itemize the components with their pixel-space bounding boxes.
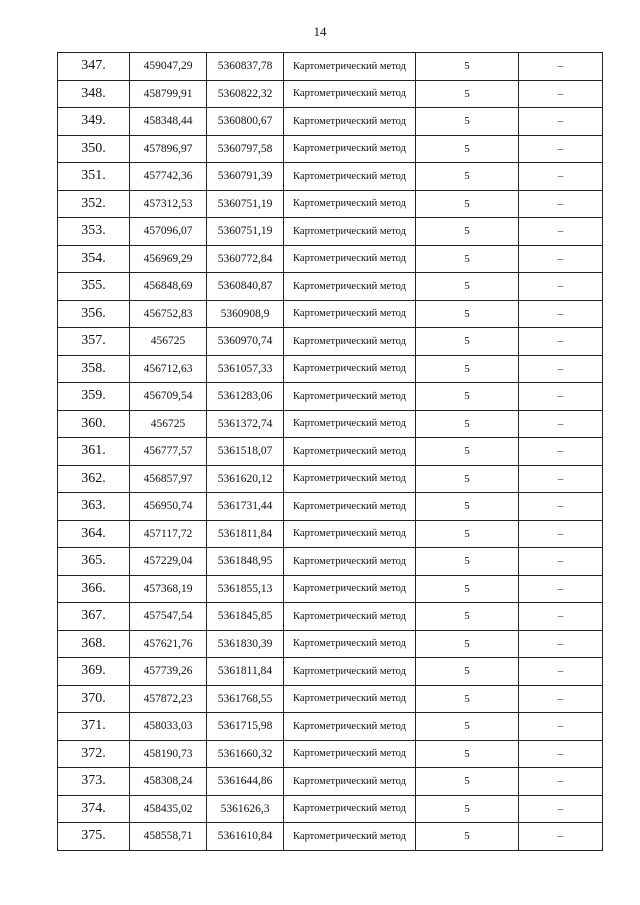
table-row [58,548,603,576]
point-number-cell: 352. [58,190,130,218]
table-row [58,658,603,686]
table-row [58,603,603,631]
x-coordinate-cell: 458190,73 [130,740,207,768]
point-number-cell: 360. [58,410,130,438]
accuracy-value-cell: 5 [416,383,519,411]
accuracy-value-cell: 5 [416,768,519,796]
point-description-cell: – [519,713,603,741]
point-number-cell: 373. [58,768,130,796]
x-coordinate-cell: 456848,69 [130,273,207,301]
point-description-cell: – [519,53,603,81]
table-row [58,520,603,548]
table-row [58,218,603,246]
point-number-cell: 349. [58,108,130,136]
accuracy-value-cell: 5 [416,740,519,768]
x-coordinate-cell: 458799,91 [130,80,207,108]
determination-method-cell: Картометрический метод [284,768,416,796]
accuracy-value-cell: 5 [416,328,519,356]
determination-method-cell: Картометрический метод [284,355,416,383]
table-row [58,300,603,328]
y-coordinate-cell: 5361855,13 [207,575,284,603]
x-coordinate-cell: 456709,54 [130,383,207,411]
point-description-cell: – [519,108,603,136]
determination-method-cell: Картометрический метод [284,218,416,246]
point-number-cell: 364. [58,520,130,548]
y-coordinate-cell: 5361610,84 [207,823,284,851]
point-number-cell: 371. [58,713,130,741]
x-coordinate-cell: 457312,53 [130,190,207,218]
point-description-cell: – [519,245,603,273]
determination-method-cell: Картометрический метод [284,273,416,301]
determination-method-cell: Картометрический метод [284,245,416,273]
point-description-cell: – [519,163,603,191]
determination-method-cell: Картометрический метод [284,493,416,521]
point-description-cell: – [519,135,603,163]
point-number-cell: 357. [58,328,130,356]
table-row [58,685,603,713]
accuracy-value-cell: 5 [416,575,519,603]
y-coordinate-cell: 5360908,9 [207,300,284,328]
coordinates-table-body [58,53,603,851]
table-row [58,575,603,603]
point-number-cell: 363. [58,493,130,521]
determination-method-cell: Картометрический метод [284,658,416,686]
point-description-cell: – [519,328,603,356]
accuracy-value-cell: 5 [416,658,519,686]
accuracy-value-cell: 5 [416,520,519,548]
point-description-cell: – [519,603,603,631]
determination-method-cell: Картометрический метод [284,685,416,713]
determination-method-cell: Картометрический метод [284,410,416,438]
x-coordinate-cell: 457368,19 [130,575,207,603]
y-coordinate-cell: 5361830,39 [207,630,284,658]
table-row [58,355,603,383]
point-description-cell: – [519,740,603,768]
table-row [58,410,603,438]
point-description-cell: – [519,410,603,438]
y-coordinate-cell: 5361715,98 [207,713,284,741]
y-coordinate-cell: 5360970,74 [207,328,284,356]
point-description-cell: – [519,300,603,328]
table-row [58,328,603,356]
point-number-cell: 348. [58,80,130,108]
accuracy-value-cell: 5 [416,355,519,383]
point-number-cell: 355. [58,273,130,301]
x-coordinate-cell: 459047,29 [130,53,207,81]
point-description-cell: – [519,383,603,411]
table-row [58,190,603,218]
point-description-cell: – [519,465,603,493]
determination-method-cell: Картометрический метод [284,383,416,411]
table-row [58,630,603,658]
point-number-cell: 366. [58,575,130,603]
point-description-cell: – [519,273,603,301]
table-row [58,823,603,851]
y-coordinate-cell: 5361811,84 [207,520,284,548]
determination-method-cell: Картометрический метод [284,300,416,328]
point-description-cell: – [519,438,603,466]
determination-method-cell: Картометрический метод [284,740,416,768]
x-coordinate-cell: 458033,03 [130,713,207,741]
point-description-cell: – [519,520,603,548]
y-coordinate-cell: 5360791,39 [207,163,284,191]
table-row [58,135,603,163]
table-row [58,438,603,466]
x-coordinate-cell: 457872,23 [130,685,207,713]
point-number-cell: 347. [58,53,130,81]
y-coordinate-cell: 5360840,87 [207,273,284,301]
y-coordinate-cell: 5361057,33 [207,355,284,383]
point-number-cell: 358. [58,355,130,383]
accuracy-value-cell: 5 [416,795,519,823]
accuracy-value-cell: 5 [416,548,519,576]
x-coordinate-cell: 456725 [130,410,207,438]
table-row [58,108,603,136]
accuracy-value-cell: 5 [416,410,519,438]
y-coordinate-cell: 5361283,06 [207,383,284,411]
accuracy-value-cell: 5 [416,273,519,301]
x-coordinate-cell: 457547,54 [130,603,207,631]
point-number-cell: 351. [58,163,130,191]
x-coordinate-cell: 456752,83 [130,300,207,328]
accuracy-value-cell: 5 [416,823,519,851]
y-coordinate-cell: 5361811,84 [207,658,284,686]
point-description-cell: – [519,80,603,108]
table-row [58,383,603,411]
y-coordinate-cell: 5360837,78 [207,53,284,81]
point-description-cell: – [519,658,603,686]
table-row [58,273,603,301]
point-description-cell: – [519,355,603,383]
accuracy-value-cell: 5 [416,218,519,246]
determination-method-cell: Картометрический метод [284,163,416,191]
table-row [58,740,603,768]
point-number-cell: 368. [58,630,130,658]
point-number-cell: 356. [58,300,130,328]
accuracy-value-cell: 5 [416,108,519,136]
determination-method-cell: Картометрический метод [284,795,416,823]
accuracy-value-cell: 5 [416,493,519,521]
point-description-cell: – [519,685,603,713]
y-coordinate-cell: 5361644,86 [207,768,284,796]
x-coordinate-cell: 457742,36 [130,163,207,191]
determination-method-cell: Картометрический метод [284,823,416,851]
point-description-cell: – [519,548,603,576]
accuracy-value-cell: 5 [416,685,519,713]
x-coordinate-cell: 458308,24 [130,768,207,796]
determination-method-cell: Картометрический метод [284,520,416,548]
point-number-cell: 353. [58,218,130,246]
determination-method-cell: Картометрический метод [284,713,416,741]
determination-method-cell: Картометрический метод [284,135,416,163]
table-row [58,465,603,493]
x-coordinate-cell: 458348,44 [130,108,207,136]
determination-method-cell: Картометрический метод [284,465,416,493]
point-number-cell: 369. [58,658,130,686]
y-coordinate-cell: 5361768,55 [207,685,284,713]
point-number-cell: 362. [58,465,130,493]
x-coordinate-cell: 457621,76 [130,630,207,658]
y-coordinate-cell: 5361518,07 [207,438,284,466]
table-row [58,245,603,273]
point-description-cell: – [519,823,603,851]
determination-method-cell: Картометрический метод [284,575,416,603]
determination-method-cell: Картометрический метод [284,630,416,658]
y-coordinate-cell: 5360772,84 [207,245,284,273]
x-coordinate-cell: 457229,04 [130,548,207,576]
point-description-cell: – [519,190,603,218]
determination-method-cell: Картометрический метод [284,328,416,356]
x-coordinate-cell: 456725 [130,328,207,356]
accuracy-value-cell: 5 [416,135,519,163]
table-row [58,713,603,741]
accuracy-value-cell: 5 [416,465,519,493]
x-coordinate-cell: 457096,07 [130,218,207,246]
table-row [58,53,603,81]
determination-method-cell: Картометрический метод [284,603,416,631]
table-row [58,493,603,521]
determination-method-cell: Картометрический метод [284,190,416,218]
point-number-cell: 374. [58,795,130,823]
page-number: 14 [313,24,327,39]
y-coordinate-cell: 5360800,67 [207,108,284,136]
point-description-cell: – [519,630,603,658]
point-description-cell: – [519,493,603,521]
point-number-cell: 350. [58,135,130,163]
point-description-cell: – [519,218,603,246]
table-row [58,795,603,823]
point-description-cell: – [519,768,603,796]
point-number-cell: 354. [58,245,130,273]
point-number-cell: 365. [58,548,130,576]
y-coordinate-cell: 5360751,19 [207,190,284,218]
point-number-cell: 370. [58,685,130,713]
accuracy-value-cell: 5 [416,245,519,273]
point-number-cell: 359. [58,383,130,411]
determination-method-cell: Картометрический метод [284,548,416,576]
x-coordinate-cell: 456712,63 [130,355,207,383]
accuracy-value-cell: 5 [416,300,519,328]
determination-method-cell: Картометрический метод [284,53,416,81]
x-coordinate-cell: 457739,26 [130,658,207,686]
point-number-cell: 361. [58,438,130,466]
y-coordinate-cell: 5361731,44 [207,493,284,521]
accuracy-value-cell: 5 [416,438,519,466]
point-number-cell: 372. [58,740,130,768]
table-row [58,163,603,191]
point-description-cell: – [519,795,603,823]
table-row [58,768,603,796]
y-coordinate-cell: 5361620,12 [207,465,284,493]
point-number-cell: 375. [58,823,130,851]
accuracy-value-cell: 5 [416,190,519,218]
accuracy-value-cell: 5 [416,80,519,108]
x-coordinate-cell: 457896,97 [130,135,207,163]
y-coordinate-cell: 5361626,3 [207,795,284,823]
table-row [58,80,603,108]
y-coordinate-cell: 5361848,95 [207,548,284,576]
y-coordinate-cell: 5360797,58 [207,135,284,163]
determination-method-cell: Картометрический метод [284,108,416,136]
y-coordinate-cell: 5361372,74 [207,410,284,438]
x-coordinate-cell: 456777,57 [130,438,207,466]
point-number-cell: 367. [58,603,130,631]
determination-method-cell: Картометрический метод [284,438,416,466]
x-coordinate-cell: 456969,29 [130,245,207,273]
y-coordinate-cell: 5361845,85 [207,603,284,631]
determination-method-cell: Картометрический метод [284,80,416,108]
accuracy-value-cell: 5 [416,603,519,631]
accuracy-value-cell: 5 [416,713,519,741]
accuracy-value-cell: 5 [416,163,519,191]
y-coordinate-cell: 5361660,32 [207,740,284,768]
x-coordinate-cell: 456950,74 [130,493,207,521]
x-coordinate-cell: 458558,71 [130,823,207,851]
point-description-cell: – [519,575,603,603]
x-coordinate-cell: 457117,72 [130,520,207,548]
x-coordinate-cell: 458435,02 [130,795,207,823]
coordinates-table [57,52,603,851]
y-coordinate-cell: 5360822,32 [207,80,284,108]
y-coordinate-cell: 5360751,19 [207,218,284,246]
x-coordinate-cell: 456857,97 [130,465,207,493]
accuracy-value-cell: 5 [416,53,519,81]
accuracy-value-cell: 5 [416,630,519,658]
